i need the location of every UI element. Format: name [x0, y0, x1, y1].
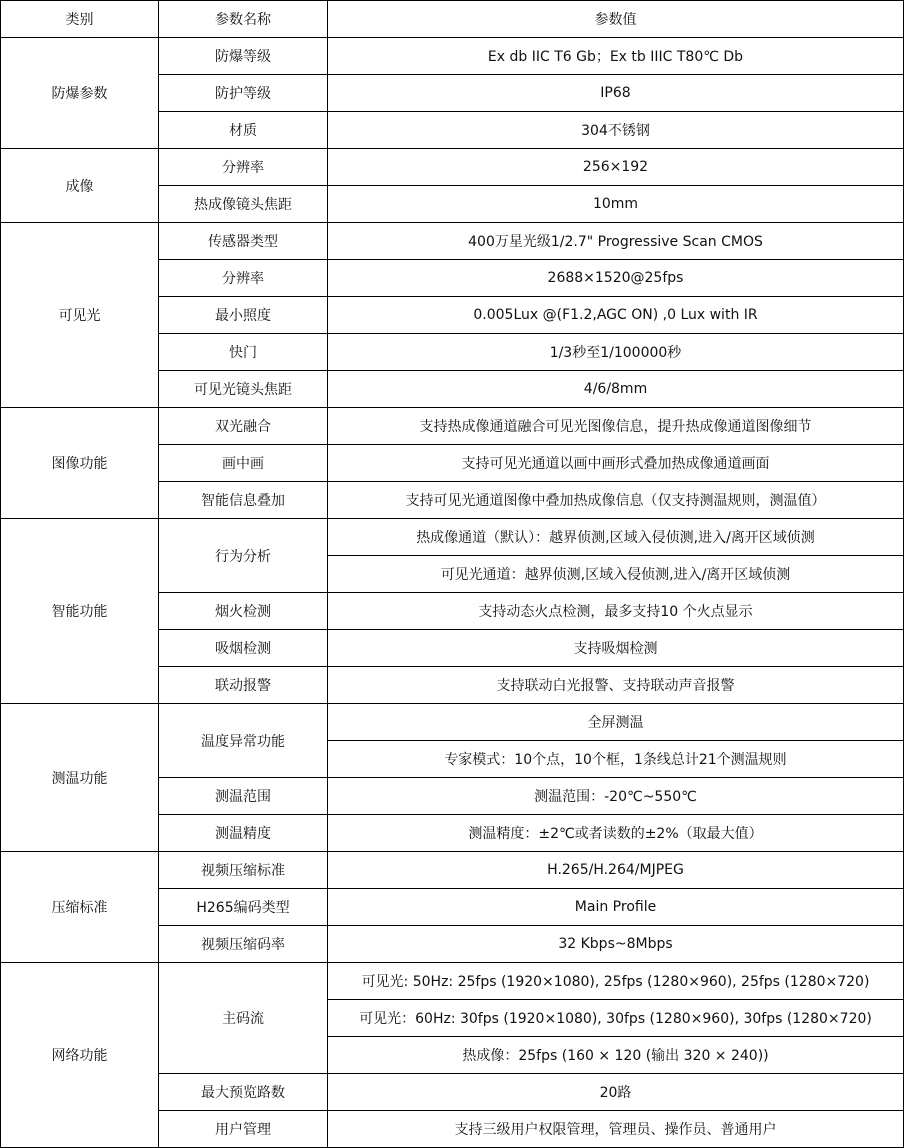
param-name-cell: 最大预览路数: [159, 1074, 328, 1111]
param-value-cell: 4/6/8mm: [328, 371, 904, 408]
param-value-cell: 304不锈钢: [328, 112, 904, 149]
param-name-cell: 行为分析: [159, 519, 328, 593]
param-name-cell: 联动报警: [159, 667, 328, 704]
param-value-cell: 测温范围：-20℃~550℃: [328, 778, 904, 815]
param-name-cell: 快门: [159, 334, 328, 371]
param-value-cell: 支持联动白光报警、支持联动声音报警: [328, 667, 904, 704]
param-name-cell: 吸烟检测: [159, 630, 328, 667]
param-name-cell: 防护等级: [159, 75, 328, 112]
param-value-cell: 专家模式：10个点，10个框，1条线总计21个测温规则: [328, 741, 904, 778]
param-value-cell: 支持热成像通道融合可见光图像信息，提升热成像通道图像细节: [328, 408, 904, 445]
param-name-cell: 防爆等级: [159, 38, 328, 75]
param-value-cell: 热成像：25fps (160 × 120 (输出 320 × 240)): [328, 1037, 904, 1074]
header-param-name: 参数名称: [159, 1, 328, 38]
param-name-cell: 材质: [159, 112, 328, 149]
category-cell: 防爆参数: [1, 38, 159, 149]
category-cell: 网络功能: [1, 963, 159, 1148]
param-name-cell: 视频压缩码率: [159, 926, 328, 963]
param-value-cell: 400万星光级1/2.7" Progressive Scan CMOS: [328, 223, 904, 260]
param-value-cell: Ex db IIC T6 Gb；Ex tb IIIC T80℃ Db: [328, 38, 904, 75]
param-value-cell: 32 Kbps~8Mbps: [328, 926, 904, 963]
param-value-cell: 可见光：60Hz: 30fps (1920×1080), 30fps (1280×960), 30fps (1280×720): [328, 1000, 904, 1037]
param-value-cell: Main Profile: [328, 889, 904, 926]
param-name-cell: 烟火检测: [159, 593, 328, 630]
param-name-cell: 可见光镜头焦距: [159, 371, 328, 408]
param-value-cell: 2688×1520@25fps: [328, 260, 904, 297]
table-row: [1, 519, 904, 556]
param-value-cell: 可见光: 50Hz: 25fps (1920×1080), 25fps (1280×960), 25fps (1280×720): [328, 963, 904, 1000]
param-value-cell: 10mm: [328, 186, 904, 223]
param-name-cell: 主码流: [159, 963, 328, 1074]
category-cell: 图像功能: [1, 408, 159, 519]
param-name-cell: 测温范围: [159, 778, 328, 815]
param-value-cell: 支持可见光通道以画中画形式叠加热成像通道画面: [328, 445, 904, 482]
param-name-cell: 传感器类型: [159, 223, 328, 260]
param-name-cell: 测温精度: [159, 815, 328, 852]
table-row: [1, 963, 904, 1000]
param-value-cell: 256×192: [328, 149, 904, 186]
table-row: [1, 223, 904, 260]
param-name-cell: 分辨率: [159, 149, 328, 186]
param-value-cell: 1/3秒至1/100000秒: [328, 334, 904, 371]
param-value-cell: IP68: [328, 75, 904, 112]
param-name-cell: 视频压缩标准: [159, 852, 328, 889]
header-category: 类别: [1, 1, 159, 38]
param-name-cell: 最小照度: [159, 297, 328, 334]
param-value-cell: 支持可见光通道图像中叠加热成像信息（仅支持测温规则，测温值）: [328, 482, 904, 519]
param-value-cell: 热成像通道（默认）：越界侦测,区域入侵侦测,进入/离开区域侦测: [328, 519, 904, 556]
param-name-cell: 用户管理: [159, 1111, 328, 1148]
param-name-cell: 温度异常功能: [159, 704, 328, 778]
param-name-cell: 热成像镜头焦距: [159, 186, 328, 223]
param-value-cell: 测温精度：±2℃或者读数的±2%（取最大值）: [328, 815, 904, 852]
table-row: [1, 149, 904, 186]
table-row: [1, 38, 904, 75]
param-value-cell: H.265/H.264/MJPEG: [328, 852, 904, 889]
param-value-cell: 0.005Lux @(F1.2,AGC ON) ,0 Lux with IR: [328, 297, 904, 334]
param-value-cell: 支持动态火点检测，最多支持10 个火点显示: [328, 593, 904, 630]
param-name-cell: 智能信息叠加: [159, 482, 328, 519]
category-cell: 智能功能: [1, 519, 159, 704]
param-name-cell: 画中画: [159, 445, 328, 482]
category-cell: 成像: [1, 149, 159, 223]
category-cell: 可见光: [1, 223, 159, 408]
param-name-cell: 双光融合: [159, 408, 328, 445]
header-param-value: 参数值: [328, 1, 904, 38]
table-row: [1, 852, 904, 889]
category-cell: 测温功能: [1, 704, 159, 852]
category-cell: 压缩标准: [1, 852, 159, 963]
param-value-cell: 20路: [328, 1074, 904, 1111]
param-value-cell: 支持吸烟检测: [328, 630, 904, 667]
param-name-cell: 分辨率: [159, 260, 328, 297]
table-row: [1, 704, 904, 741]
table-row: [1, 408, 904, 445]
spec-table-body: [1, 1, 904, 1148]
param-name-cell: H265编码类型: [159, 889, 328, 926]
header-row: [1, 1, 904, 38]
param-value-cell: 可见光通道：越界侦测,区域入侵侦测,进入/离开区域侦测: [328, 556, 904, 593]
param-value-cell: 支持三级用户权限管理，管理员、操作员、普通用户: [328, 1111, 904, 1148]
param-value-cell: 全屏测温: [328, 704, 904, 741]
